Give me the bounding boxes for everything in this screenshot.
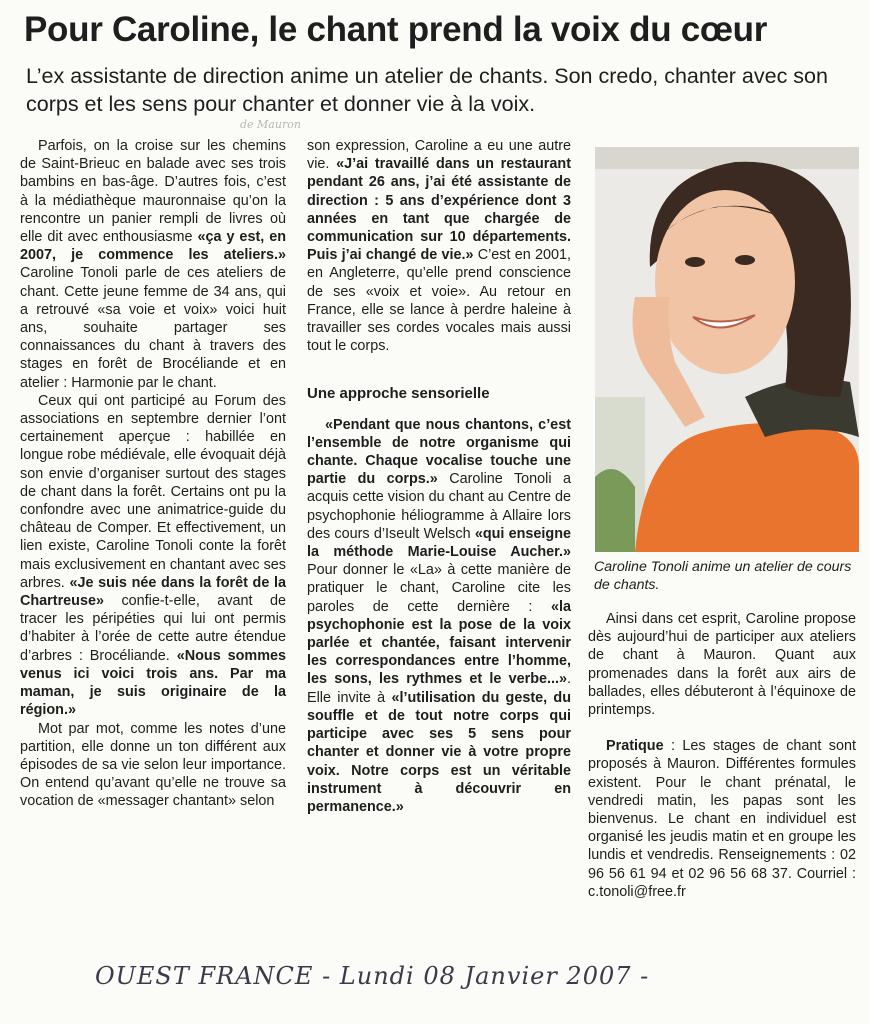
portrait-photo [595,147,859,552]
paragraph: Ainsi dans cet esprit, Caroline propose dès aujourd’hui de participer aux ateliers de chant à Mauron. Quant aux promenades dans la forêt aux airs de ballades, elles débuteront à l’équinoxe de printemps. [588,611,856,719]
paragraph: Ceux qui ont participé au Forum des associations en septembre dernier l’ont certainement aperçue : habillée en longue robe médiévale, elle évoquait déjà son envie d’organiser surtout des stages de chant dans la forêt. Certains ont pu la confondre avec une animatrice-guide du château de Comper. Et effectivement, un lien existe, Caroline Tonoli conte la forêt mais exclusivement en chantant avec ses arbres. «Je suis née dans la forêt de la Chartreuse» confie-t-elle, avant de tracer les péripéties qui lui ont permis d’habiter à l’orée de cette autre étendue d’arbres : Brocéliande. «Nous sommes venus ici voici trois ans. Par ma maman, je suis originaire de la région.» [20,392,286,719]
paragraph: son expression, Caroline a eu une autre vie. «J’ai travaillé dans un restaurant pendant 26 ans, j’ai été assistante de direction : 5 ans d’expérience dont 3 années en tant que chargée de communication sur 10 départements. Puis j’ai changé de vie.» C’est en 2001, en Angleterre, qu’elle prend conscience de ses «voix et voie». Au retour en France, elle se lance à perdre haleine à travailler ses cordes vocales mais aussi tout le corps. [307,138,571,355]
column-1 [20,137,286,811]
subtitle: L’ex assistante de direction anime un atelier de chants. Son credo, chanter avec son corps et les sens pour chanter et donner vie à la voix. [26,64,828,116]
quote: «Pendant que nous chantons, c’est l’ensemble de notre organisme qui chante. Chaque vocalise touche une partie du corps.» [307,416,571,488]
section-heading: Une approche sensorielle [307,385,490,403]
paragraph: «Pendant que nous chantons, c’est l’ensemble de notre organisme qui chante. Chaque vocalise touche une partie du corps.» Caroline Tonoli a acquis cette vision du chant au Centre de psychophonie héliogramme à Allaire lors des cours d’Iseult Welsch «qui enseigne la méthode Marie-Louise Aucher.» Pour donner le «La» à cette manière de pratiquer le chant, Caroline cite les paroles de cette dernière : «la psychophonie est la pose de la voix parlée et chantée, faisant intervenir les correspondances entre l’homme, les sons, les rythmes et le verbe...». Elle invite à «l’utilisation du geste, du souffle et de tout notre corps qui participe avec ses 5 sens pour chanter et donner vie à votre propre voix. Notre corps est un véritable instrument à découvrir en permanence.» [307,416,572,815]
quote: «Je suis née dans la forêt de la Chartreuse» [20,574,286,610]
practical-info: Pratique : Les stages de chant sont proposés à Mauron. Différentes formules existent. Pour le chant prénatal, le vendredi matin, les papas sont les bienvenus. Le chant en individuel est organisé les jeudis matin et en groupe les lundis et vendredis. Renseignements : 02 96 56 61 94 et 02 96 56 68 37. Courriel : c.tonoli@free.fr [588,738,856,900]
quote: «la psychophonie est la pose de la voix parlée et chantée, faisant intervenir les correspondances entre l’homme, les sons, les rythmes et le verbe...» [307,598,571,688]
handwritten-source: OUEST FRANCE - Lundi 08 Janvier 2007 - [95,962,650,990]
column-3 [588,610,856,901]
practical-label: Pratique [606,738,664,755]
column-2 [307,137,571,816]
paragraph: Parfois, on la croise sur les chemins de Saint-Brieuc en balade avec ses trois bambins en bas-âge. D’autres fois, c’est à la médiathèque mauronnaise qu’on la rencontre un panier rempli de livres où elle dit avec enthousiasme «ça y est, en 2007, je commence les ateliers.» Caroline Tonoli parle de ces ateliers de chant. Cette jeune femme de 34 ans, qui a retrouvé «sa voie et voix» voici huit ans, souhaite partager ses connaissances du chant à travers des stages en forêt de Brocéliande et en atelier : Harmonie par le chant. [20,138,286,391]
photo-caption: Caroline Tonoli anime un atelier de cours de chants. [594,559,852,593]
handwritten-note: de Mauron [240,118,301,131]
quote: «l’utilisation du geste, du souffle et de tout notre corps qui participe avec ses 5 sens pour chanter et donner vie à votre propre voix. Notre corps est un véritable instrument à découvrir en permanence.» [307,689,572,815]
quote: «Nous sommes venus ici voici trois ans. Par ma maman, je suis originaire de la région.» [20,647,286,719]
quote: «ça y est, en 2007, je commence les ateliers.» [20,229,286,264]
quote: «J’ai travaillé dans un restaurant pendant 26 ans, j’ai été assistante de direction : 5 ans d’expérience dont 3 années en tant que chargée de communication sur 10 départements. Puis j’ai changé de vie.» [307,156,571,264]
quote: «qui enseigne la méthode Marie-Louise Aucher.» [307,525,572,561]
portrait-illustration [595,147,859,552]
paragraph: Mot par mot, comme les notes d’une partition, elle donne un ton différent aux épisodes de sa vie selon leur importance. On entend qu’avant qu’elle ne trouve sa vocation de «messager chantant» selon [20,720,286,810]
headline: Pour Caroline, le chant prend la voix du cœur [24,10,768,49]
